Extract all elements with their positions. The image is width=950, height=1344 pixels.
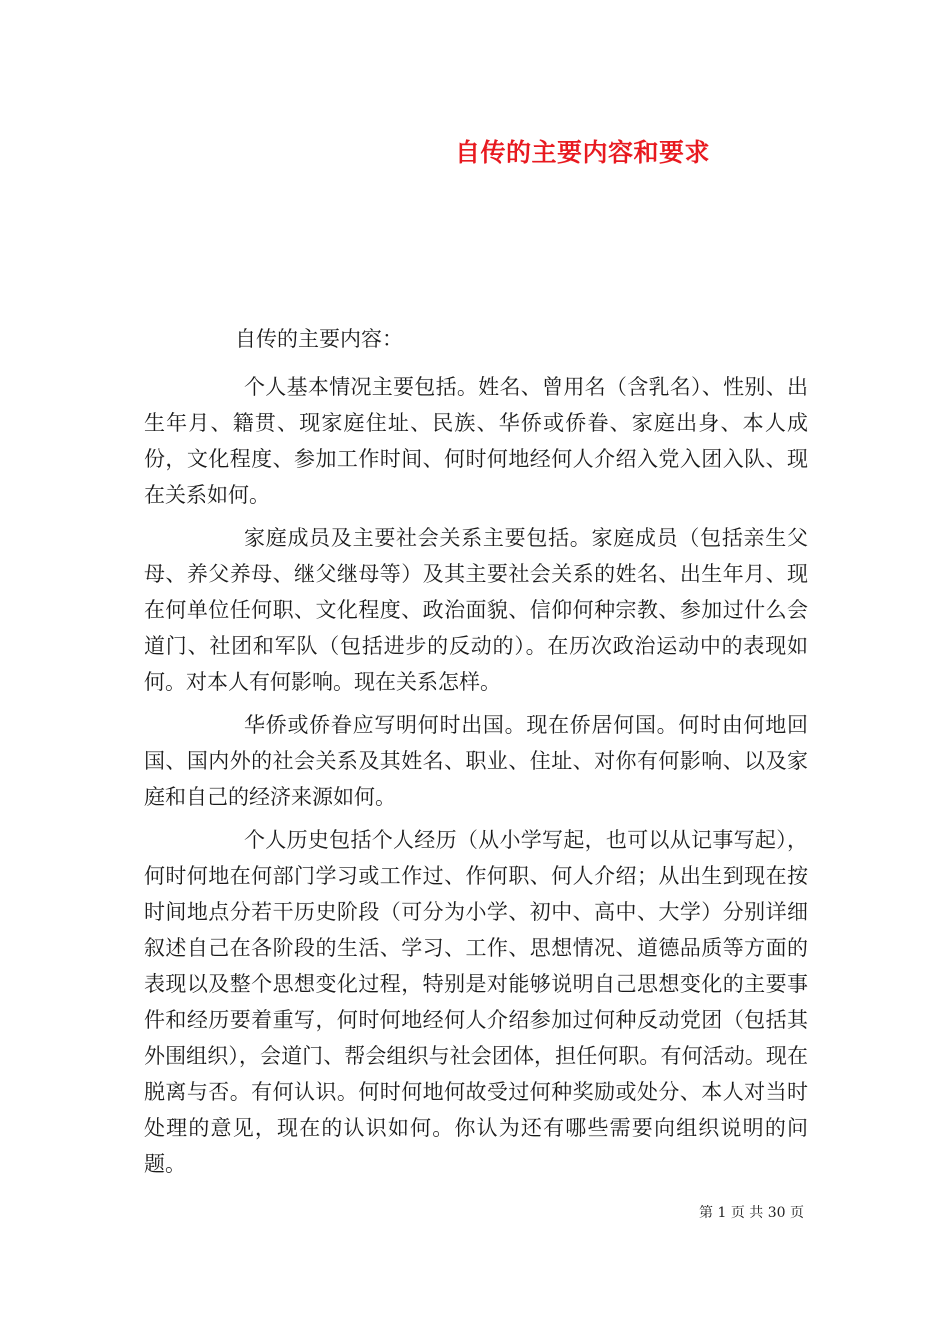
paragraph-overseas-chinese: 华侨或侨眷应写明何时出国。现在侨居何国。何时由何地回国、国内外的社会关系及其姓名、职业、住址、对你有何影响、以及家庭和自己的经济来源如何。 (144, 713, 808, 809)
document-title: 自传的主要内容和要求 (455, 138, 711, 167)
paragraph-personal-info: 个人基本情况主要包括。姓名、曾用名（含乳名）、性别、出生年月、籍贯、现家庭住址、民族、华侨或侨眷、家庭出身、本人成份，文化程度、参加工作时间、何时何地经何人介绍入党入团入队、现在关系如何。 (144, 375, 808, 507)
page-number: 第 1 页 共 30 页 (699, 1205, 804, 1221)
paragraph-family-members: 家庭成员及主要社会关系主要包括。家庭成员（包括亲生父母、养父养母、继父继母等）及其主要社会关系的姓名、出生年月、现在何单位任何职、文化程度、政治面貌、信仰何种宗教、参加过什么会道门、社团和军队（包括进步的反动的）。在历次政治运动中的表现如何。对本人有何影响。现在关系怎样。 (144, 526, 808, 694)
document-body (144, 321, 808, 1189)
section-lead: 自传的主要内容： (235, 327, 403, 351)
paragraph-personal-history: 个人历史包括个人经历（从小学写起，也可以从记事写起），何时何地在何部门学习或工作过、作何职、何人介绍；从出生到现在按时间地点分若干历史阶段（可分为小学、初中、高中、大学）分别详细叙述自己在各阶段的生活、学习、工作、思想情况、道德品质等方面的表现以及整个思想变化过程，特别是对能够说明自己思想变化的主要事件和经历要着重写，何时何地经何人介绍参加过何种反动党团（包括其外围组织），会道门、帮会组织与社会团体，担任何职。有何活动。现在脱离与否。有何认识。何时何地何故受过何种奖励或处分、本人对当时处理的意见，现在的认识如何。你认为还有哪些需要向组织说明的问题。 (144, 828, 808, 1176)
